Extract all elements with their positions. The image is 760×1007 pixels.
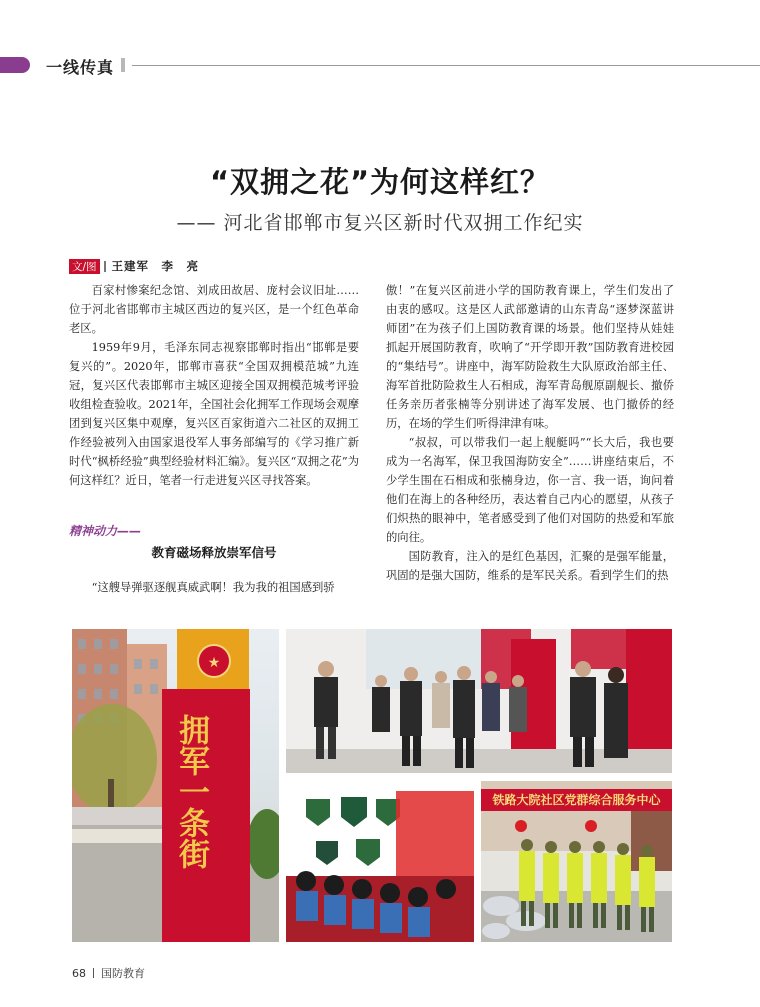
photo-street-sign	[72, 629, 279, 942]
byline-authors: 王建军 李 亮	[111, 259, 200, 273]
body-column-left-continued	[69, 578, 359, 597]
svg-text:★: ★	[207, 655, 221, 671]
journal-name: 国防教育	[101, 967, 145, 980]
body-column-left	[69, 281, 359, 490]
article-subtitle: —— 河北省邯郸市复兴区新时代双拥工作纪实	[176, 212, 584, 234]
service-center-banner-text: 铁路大院社区党群综合服务中心	[492, 793, 661, 807]
page-number: 68	[72, 966, 86, 980]
section-kicker: 精神动力——	[69, 524, 142, 538]
section-divider-bar	[121, 58, 125, 72]
paragraph: 1959年9月，毛泽东同志视察邯郸时指出“邯郸是要复兴的”。2020年，邯郸市喜获“全国双拥模范城”九连冠，复兴区代表邯郸市主城区迎接全国双拥模范城考评验收组检查验收。2021年，全国社会化拥军工作现场会观摩团到复兴区集中观摩，复兴区百家街道六二社区的双拥工作经验被列入由国家退役军人事务部编写的《学习推广新时代“枫桥经验”典型经验材料汇编》。复兴区“双拥之花”为何这样红？近日，笔者一行走进复兴区寻找答案。	[69, 341, 359, 487]
paragraph: “叔叔，可以带我们一起上舰艇吗”“长大后，我也要成为一名海军，保卫我国海防安全”……讲座结束后，不少学生围在石相成和张楠身边，你一言、我一语，询问着他们在海上的各种经历，表达着自己内心的愿望，从孩子们炽热的眼神中，笔者感受到了他们对国防的热爱和军旅的向往。	[386, 436, 674, 544]
classroom-illustration	[286, 781, 474, 942]
section-label: 一线传真	[46, 58, 115, 77]
article-title: “双拥之花”为何这样红？	[209, 165, 551, 199]
page-footer	[72, 965, 145, 981]
section-heading: 教育磁场释放崇军信号	[151, 545, 277, 560]
paragraph: 国防教育，注入的是红色基因，汇聚的是强军能量，巩固的是强大国防，维系的是军民关系。看到学生们的热	[386, 550, 674, 582]
byline	[69, 258, 199, 274]
paragraph: 傲！”在复兴区前进小学的国防教育课上，学生们发出了由衷的感叹。这是区人武部邀请的山东青岛“逐梦深蓝讲师团”在为孩子们上国防教育课的场景。他们坚持从娃娃抓起开展国防教育，吹响了“开学即开教”国防教育进校园的“集结号”。讲座中，海军防险救生大队原政治部主任、海军首批防险救生人石相成，海军青岛舰原副舰长、撤侨任务亲历者张楠等分别讲述了海军发展、也门撤侨的经历，在场的学生们听得津津有味。	[386, 284, 674, 430]
photo-classroom-lecture	[286, 781, 474, 942]
paragraph: “这艘导弹驱逐舰真威武啊！我为我的祖国感到骄	[91, 581, 335, 594]
header-rule	[132, 65, 760, 66]
byline-separator	[104, 261, 106, 272]
byline-label: 文/图	[69, 259, 100, 274]
photo-community-service	[481, 781, 672, 942]
exhibition-visit-illustration	[286, 629, 672, 773]
street-sign-text: 拥军一条街	[173, 714, 209, 869]
paragraph: 百家村惨案纪念馆、刘成田故居、庞村会议旧址……位于河北省邯郸市主城区西边的复兴区，是一个红色革命老区。	[69, 284, 359, 335]
footer-divider	[93, 968, 94, 978]
photo-exhibition-visit	[286, 629, 672, 773]
section-tab-marker	[0, 57, 30, 73]
body-column-right	[386, 281, 674, 585]
